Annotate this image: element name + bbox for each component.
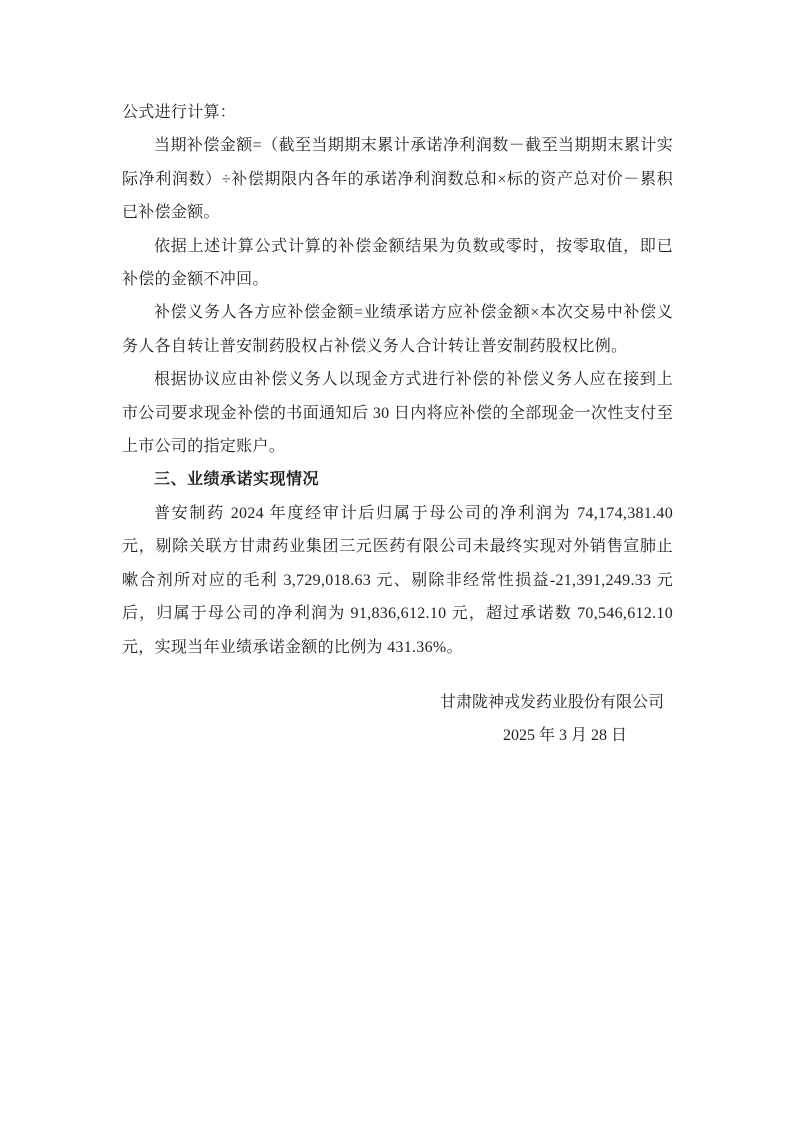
signature-date: 2025 年 3 月 28 日 <box>502 727 627 745</box>
paragraph-performance-results: 普安制药 2024 年度经审计后归属于母公司的净利润为 74,174,381.40 元，剔除关联方甘肃药业集团三元医药有限公司未最终实现对外销售宣肺止嗽合剂所对应的毛利 3,729,018.63 元、剔除非经常性损益-21,391,249.33 元后，归属于母公司的净利润为 91,836,612.10 元，超过承诺数 70,546,612.10 元，实现当年业绩承诺金额的比例为 431.36%。 <box>122 504 673 656</box>
signature-block <box>122 686 673 753</box>
signature-company-name: 甘肃陇神戎发药业股份有限公司 <box>439 693 664 711</box>
document-body <box>122 96 673 753</box>
paragraph-cash-payment-terms: 根据协议应由补偿义务人以现金方式进行补偿的补偿义务人应在接到上市公司要求现金补偿的书面通知后 30 日内将应补偿的全部现金一次性支付至上市公司的指定账户。 <box>122 371 673 456</box>
section-heading-performance-realization: 三、业绩承诺实现情况 <box>154 471 320 489</box>
paragraph-obligor-share-formula: 补偿义务人各方应补偿金额=业绩承诺方应补偿金额×本次交易中补偿义务人各自转让普安制药股权占补偿义务人合计转让普安制药股权比例。 <box>122 304 673 355</box>
paragraph-zero-value-rule: 依据上述计算公式计算的补偿金额结果为负数或零时，按零取值，即已补偿的金额不冲回。 <box>122 237 673 289</box>
paragraph-formula-continuation: 公式进行计算： <box>122 104 237 121</box>
paragraph-compensation-formula: 当期补偿金额=（截至当期期末累计承诺净利润数－截至当期期末累计实际净利润数）÷补偿期限内各年的承诺净利润数总和×标的资产总对价－累积已补偿金额。 <box>122 137 673 222</box>
